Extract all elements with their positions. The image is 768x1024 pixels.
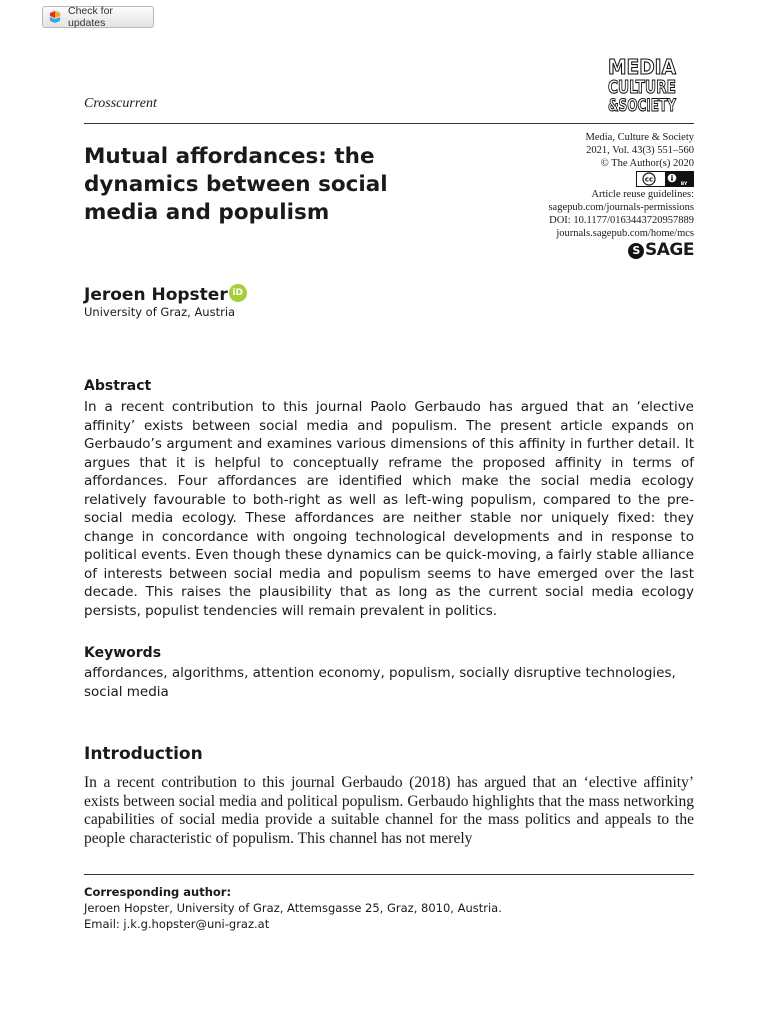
- sage-icon: S: [628, 243, 644, 259]
- journal-logo: [606, 55, 678, 116]
- svg-text:cc: cc: [644, 175, 654, 184]
- corresponding-author-label: Corresponding author:: [84, 885, 232, 899]
- author-name: Jeroen Hopster: [84, 285, 228, 305]
- doi-link[interactable]: DOI: 10.1177/0163443720957889: [549, 215, 694, 227]
- check-for-updates-label: Check for updates: [68, 5, 113, 29]
- corresponding-author-address: Jeroen Hopster, University of Graz, Attemsgasse 25, Graz, 8010, Austria.: [84, 901, 502, 915]
- publisher-name: SAGE: [645, 240, 694, 261]
- abstract-heading: Abstract: [84, 378, 152, 394]
- keywords-text: affordances, algorithms, attention economy, populism, socially disruptive technologies, social media: [84, 665, 676, 700]
- journal-home-link[interactable]: journals.sagepub.com/home/mcs: [556, 228, 694, 240]
- section-label: Crosscurrent: [84, 96, 157, 111]
- header-divider: [84, 123, 694, 124]
- abstract-text: In a recent contribution to this journal Paolo Gerbaudo has argued that an ‘elective affinity’ exists between social media and populism. The present article expands on Gerbaudo’s argument and examines various dimensions of this affinity in further detail. It argues that it is helpful to conceptually reframe the proposed affinity in terms of affordances. Four affordances are identified which make the social media ecology relatively favourable to both-right as well as left-wing populism, compared to the pre-social media ecology. These affordances are neither stable nor uniquely fixed: they change in concordance with ongoing technological developments and in response to political events. Even though these dynamics can be quick-moving, a fairly stable alliance of interests between social media and populism seems to have emerged over the last decade. This raises the plausibility that as long as the current social media ecology persists, populist tendencies will remain prevalent in politics.: [84, 399, 694, 619]
- orcid-icon[interactable]: iD: [229, 284, 247, 302]
- corresponding-author-note: [84, 884, 694, 932]
- footnote-divider: [84, 874, 694, 875]
- journal-name: Media, Culture & Society: [585, 132, 694, 143]
- check-for-updates-button[interactable]: [42, 6, 154, 28]
- cc-by-icon: [636, 171, 694, 187]
- article-metadata: [434, 131, 694, 259]
- reuse-guidelines-link[interactable]: sagepub.com/journals-permissions: [548, 201, 694, 213]
- reuse-guidelines-label: Article reuse guidelines:: [591, 188, 694, 200]
- svg-text:&SOCIETY: &SOCIETY: [608, 96, 677, 116]
- svg-text:MEDIA: MEDIA: [608, 55, 677, 79]
- crossmark-icon: [47, 9, 63, 25]
- author-line: [84, 284, 247, 305]
- introduction-text: In a recent contribution to this journal Gerbaudo (2018) has argued that an ‘elective affinity’ exists between social media and political populism. Gerbaudo highlights that the mass networking capabilities of social media provide a suitable channel for the mass politics and appeals to the people characteristic of populism. This channel has not merely: [84, 774, 694, 847]
- svg-text:BY: BY: [680, 181, 688, 187]
- corresponding-author-email[interactable]: Email: j.k.g.hopster@uni-graz.at: [84, 917, 270, 931]
- article-title: Mutual affordances: the dynamics between social media and populism: [84, 144, 388, 225]
- introduction-heading: Introduction: [84, 744, 203, 764]
- journal-issue: 2021, Vol. 43(3) 551–560: [586, 145, 694, 157]
- publisher-logo: [434, 240, 694, 261]
- author-affiliation: University of Graz, Austria: [84, 305, 236, 319]
- keywords-heading: Keywords: [84, 645, 162, 661]
- copyright-notice: © The Author(s) 2020: [600, 158, 694, 170]
- svg-text:CULTURE: CULTURE: [608, 77, 676, 98]
